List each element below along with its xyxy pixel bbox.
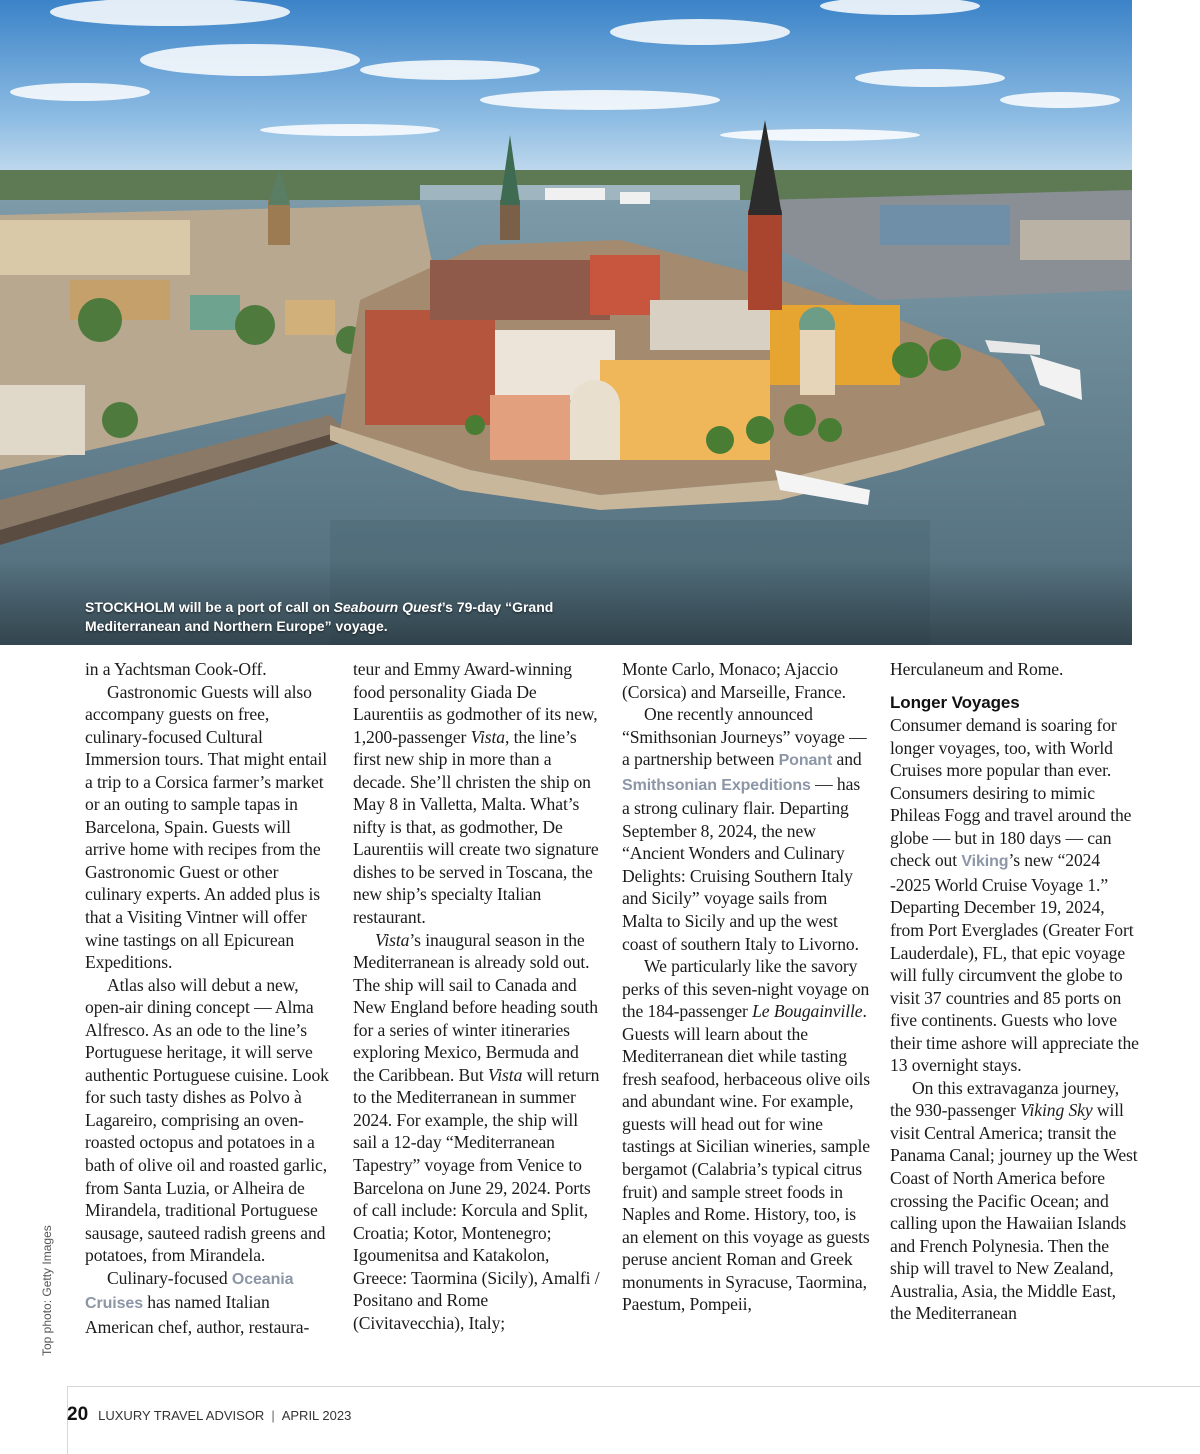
paragraph xyxy=(353,658,603,929)
paragraph xyxy=(890,1077,1140,1325)
paragraph xyxy=(85,1267,335,1339)
text-run: Culinary-focused xyxy=(107,1267,232,1288)
paragraph: Atlas also will debut a new, open-air dining concept — Alma Alfresco. As an ode to the line’s Portuguese heritage, it will serve authentic Portuguese cuisine. Look for such tasty dishes as Polvo à Lagareiro, comprising an oven-roasted octopus and potatoes in a bath of olive oil and roasted garlic, from Santa Luzia, or Alheira de Mirandela, traditional Portuguese sausage, sauteed radish greens and potatoes, from Mirandela. xyxy=(85,974,329,1266)
photo-caption xyxy=(85,598,645,636)
paragraph xyxy=(890,714,1140,1077)
text-run: teur and Emmy Award-winning food personality Giada De Laurentiis as godmother of its new, 1,200-passenger xyxy=(353,659,598,747)
text-run: We particularly like the savory perks of this seven-night voyage on the 184-passenger xyxy=(622,956,870,1022)
text-run: will visit Central America; transit the Panama Canal; journey up the West Coast of North America before crossing the Pacific Ocean; and calling upon the Hawaiian Islands and French Polynesia. Then the ship will travel to New Zealand, Australia, Asia, the Middle East, the Mediterranean xyxy=(890,1100,1138,1324)
hero-photo xyxy=(0,0,1132,645)
article-column-1 xyxy=(85,658,335,1338)
paragraph xyxy=(622,955,872,1316)
article-column-4 xyxy=(890,658,1140,1325)
text-run: One recently announced “Smithsonian Journeys” voyage — a partnership between xyxy=(622,704,867,770)
text-run: . Guests will learn about the Mediterranean diet while tasting fresh seafood, herbaceous olive oils and abundant wine. For example, guests will head out for wine tastings at Sicilian wineries, sample bergamot (Calabria’s typical citrus fruit) and sample street foods in Naples and Rome. History, too, is an element on this voyage as guests peruse ancient Roman and Greek monuments in Syracuse, Taormina, Paestum, Pompeii, xyxy=(622,1001,871,1315)
magazine-name: LUXURY TRAVEL ADVISOR xyxy=(98,1408,265,1423)
paragraph: in a Yachtsman Cook-Off. xyxy=(85,659,267,679)
text-run: has named Italian American chef, author, restaura- xyxy=(85,1292,310,1337)
caption-rest: ’s 79-day “Grand Mediterranean and Northern Europe” voyage. xyxy=(85,599,554,634)
text-run: — has a strong culinary flair. Departing September 8, 2024, the new “Ancient Wonders and Culinary Delights: Cruising Southern Italy and Sicily” voyage sails from Malta to Sicily and up the west coast of southern Italy to Livorno. xyxy=(622,773,861,954)
text-run: ’s inaugural season in the Mediterranean is already sold out. The ship will sail to Canada and New England before heading south for a series of winter itineraries exploring Mexico, Bermuda and the Caribbean. But xyxy=(353,929,598,1085)
paragraph: Monte Carlo, Monaco; Ajaccio (Corsica) and Marseille, France. xyxy=(622,659,846,702)
page-number: 20 xyxy=(67,1404,89,1425)
text-run: , the line’s first new ship in more than a decade. She’ll christen the ship on May 8 in Valletta, Malta. What’s nifty is that, as godmother, De Laurentiis will create two signature dishes to be served in Toscana, the new ship’s specialty Italian restaurant. xyxy=(353,726,599,928)
issue-date: APRIL 2023 xyxy=(281,1408,352,1423)
paragraph xyxy=(622,703,872,955)
paragraph: Herculaneum and Rome. xyxy=(890,659,1064,679)
text-run: and xyxy=(832,749,862,770)
paragraph: Gastronomic Guests will also accompany guests on free, culinary-focused Cultural Immersion tours. That might entail a trip to a Corsica farmer’s market or an outing to sample tapas in Barcelona, Spain. Guests will arrive home with recipes from the Gastronomic Guest or other culinary experts. An added plus is that a Visiting Vintner will offer wine tastings on all Epicurean Expeditions. xyxy=(85,681,328,973)
caption-lead: STOCKHOLM will be a port of call on xyxy=(85,599,334,615)
ship-name: Le Bougainville xyxy=(752,1001,863,1022)
footer-divider xyxy=(67,1386,1200,1387)
article-column-3 xyxy=(622,658,872,1316)
paragraph xyxy=(353,929,603,1335)
caption-ship-name: Seabourn Quest xyxy=(333,599,442,615)
brand-ponant: Ponant xyxy=(778,752,833,770)
footer-separator: | xyxy=(271,1408,275,1423)
text-run: Consumer demand is soaring for longer voyages, too, with World Cruises more popular than ever. Consumers desiring to mimic Phileas Fogg and travel around the globe — but in 180 days — can check out xyxy=(890,715,1132,871)
ship-name: Vista xyxy=(487,1064,523,1085)
brand-viking: Viking xyxy=(961,853,1009,871)
photo-credit: Top photo: Getty Images xyxy=(40,1225,54,1356)
article-column-2 xyxy=(353,658,603,1334)
text-run: On this extravaganza journey, the 930-passenger xyxy=(890,1077,1120,1121)
stockholm-aerial-image xyxy=(0,0,1132,645)
ship-name: Vista xyxy=(375,929,410,950)
section-heading: Longer Voyages xyxy=(890,692,1020,712)
text-run: ’s new “2024 -2025 World Cruise Voyage 1.” Departing December 19, 2024, from Port Everglades (Greater Fort Lauderdale), FL, that epic voyage will fully circumvent the globe to visit 37 countries and 85 ports on five continents. Guests who love their time ashore will appreciate the 13 overnight stays. xyxy=(890,850,1139,1076)
ship-name: Vista xyxy=(470,726,505,747)
brand-oceania-cruises: Oceania Cruises xyxy=(85,1270,294,1313)
brand-smithsonian-expeditions: Smithsonian Expeditions xyxy=(622,776,811,794)
ship-name: Viking Sky xyxy=(1020,1100,1093,1121)
text-run: will return to the Mediterranean in summer 2024. For example, the ship will sail a 12-day “Mediterranean Tapestry” voyage from Venice to Barcelona on June 29, 2024. Ports of call include: Korcula and Split, Croatia; Kotor, Montenegro; Igoumenitsa and Katakolon, Greece: Taormina (Sicily), Amalfi / Positano and Rome (Civitavecchia), Italy; xyxy=(353,1064,600,1333)
page-footer xyxy=(67,1404,351,1426)
